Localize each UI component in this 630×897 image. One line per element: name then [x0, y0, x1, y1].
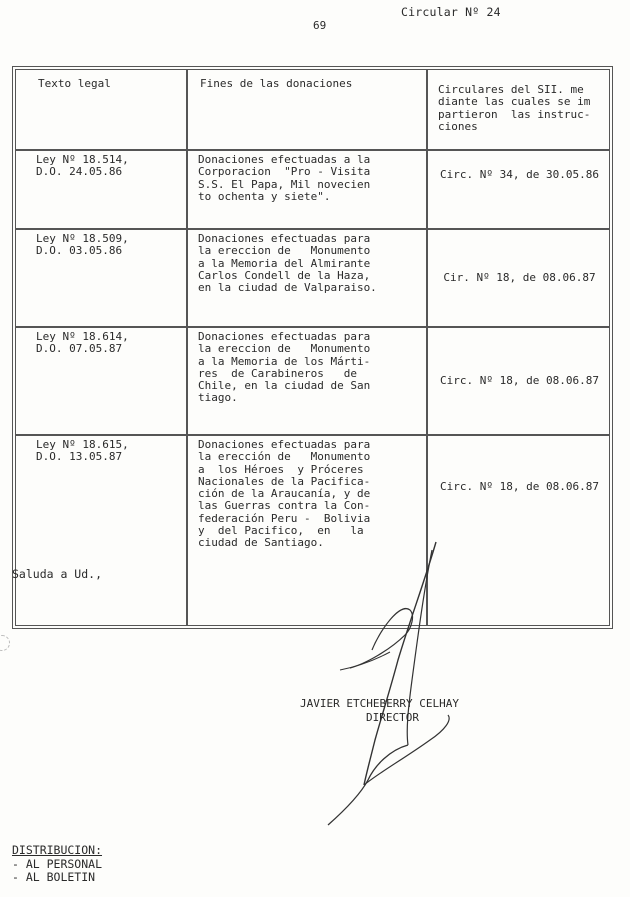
distribution-item: - AL BOLETIN: [12, 870, 96, 884]
signatory-name: JAVIER ETCHEBERRY CELHAY: [300, 697, 459, 710]
cell-texto-legal: Ley Nº 18.614, D.O. 07.05.87: [15, 327, 187, 435]
donations-table: [12, 66, 613, 629]
cell-circular: Circ. Nº 18, de 08.06.87: [427, 435, 610, 626]
table-row: [15, 150, 610, 229]
column-header-fines: Fines de las donaciones: [187, 69, 427, 150]
handwritten-signature: [320, 540, 460, 830]
cell-fines: Donaciones efectuadas para la erección de Monumento a los Héroes y Próceres Nacionales de la Pacifica- ción de la Araucanía, y de las Guerras contra la Con- federación Peru - Bolivia y del Pacifico, en la ciudad de Santiago.: [187, 435, 427, 626]
circular-reference: Circular Nº 24: [401, 5, 501, 19]
table-row: [15, 229, 610, 327]
signatory-title: DIRECTOR: [366, 711, 419, 724]
closing-salutation: Saluda a Ud.,: [12, 567, 103, 581]
punch-hole-mark: [0, 635, 10, 651]
page-number: 69: [313, 19, 327, 32]
cell-texto-legal: Ley Nº 18.514, D.O. 24.05.86: [15, 150, 187, 229]
cell-fines: Donaciones efectuadas para la ereccion de Monumento a la Memoria del Almirante Carlos Condell de la Haza, en la ciudad de Valparaiso.: [187, 229, 427, 327]
cell-fines: Donaciones efectuadas para la ereccion de Monumento a la Memoria de los Márti- res de Carabineros de Chile, en la ciudad de San tiago.: [187, 327, 427, 435]
cell-circular: Circ. Nº 18, de 08.06.87: [427, 327, 610, 435]
distribution-title: DISTRIBUCION:: [12, 843, 103, 857]
column-header-texto-legal: Texto legal: [15, 69, 187, 150]
cell-texto-legal: Ley Nº 18.615, D.O. 13.05.87: [15, 435, 187, 626]
column-header-circulares: Circulares del SII. me diante las cuales se im partieron las instruc- ciones: [427, 69, 610, 150]
table-row: [15, 327, 610, 435]
cell-fines: Donaciones efectuadas a la Corporacion "Pro - Visita S.S. El Papa, Mil novecien to ochenta y siete".: [187, 150, 427, 229]
table-row: [15, 435, 610, 626]
cell-circular: Circ. Nº 34, de 30.05.86: [427, 150, 610, 229]
cell-texto-legal: Ley Nº 18.509, D.O. 03.05.86: [15, 229, 187, 327]
cell-circular: Cir. Nº 18, de 08.06.87: [427, 229, 610, 327]
table-header-row: [15, 69, 610, 150]
distribution-item: - AL PERSONAL: [12, 857, 103, 871]
